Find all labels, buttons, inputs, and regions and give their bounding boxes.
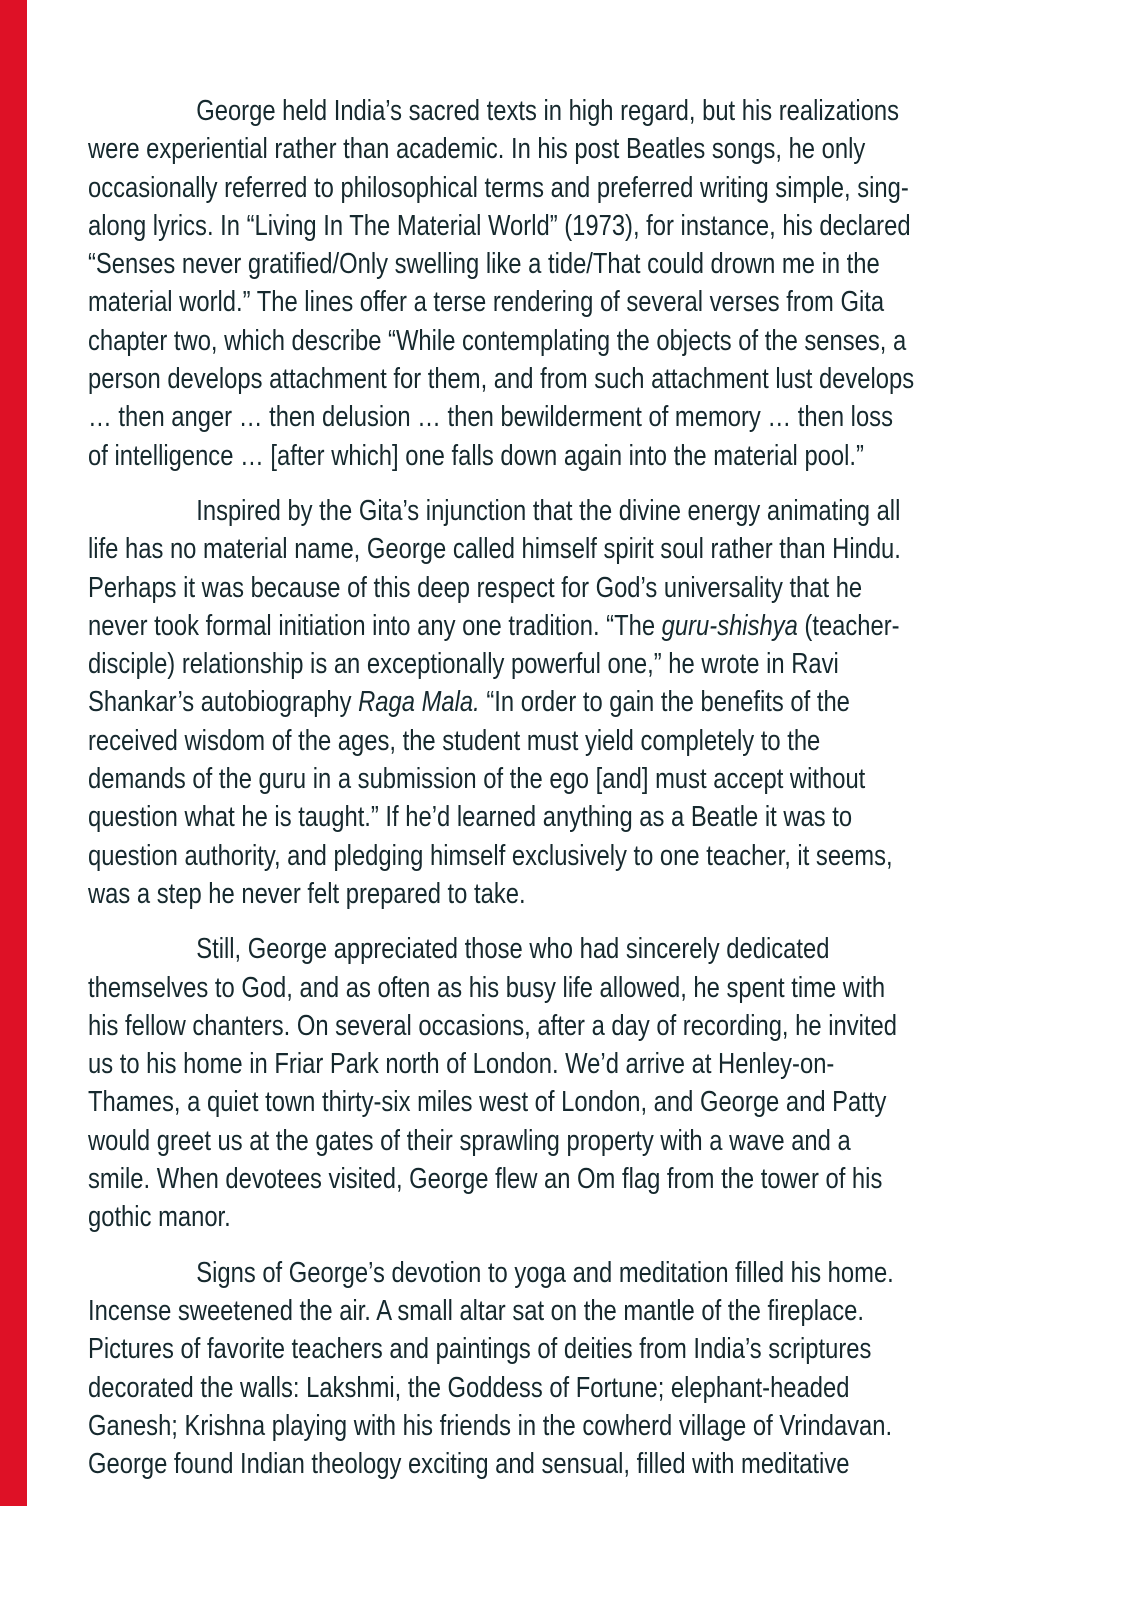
red-margin-stripe [0,0,27,1506]
paragraph: Signs of George’s devotion to yoga and meditation filled his home. Incense sweetened the air. A small altar sat on the mantle of the fireplace. Pictures of favorite teachers and paintings of deities from India’s scriptures decorated the walls: Lakshmi, the Goddess of Fortune; elephant-headed Ganesh; Krishna playing with his friends in the cowherd village of Vrindavan. George found Indian theology exciting and sensual, filled with meditative [88,1256,894,1481]
italic-text: guru-shishya [661,609,798,642]
paragraph: Inspired by the Gita’s injunction that the divine energy animating all life has no material name, George called himself spirit soul rather than Hindu. Perhaps it was because of this deep respect for God’s universality that he never took formal initiation into any one tradition. “The guru-shishya (teacher- disciple) relationship is an exceptionally powerful one,” he wrote in Ravi Shankar’s autobiography Raga Mala. “In order to gain the benefits of the received wisdom of the ages, the student must yield completely to the demands of the guru in a submission of the ego [and] must accept without question what he is taught.” If he’d learned anything as a Beatle it was to question authority, and pledging himself exclusively to one teacher, it seems, was a step he never felt prepared to take. [88,494,901,910]
paragraph: Still, George appreciated those who had sincerely dedicated themselves to God, and as often as his busy life allowed, he spent time with his fellow chanters. On several occasions, after a day of recording, he invited us to his home in Friar Park north of London. We’d arrive at Henley-on- Thames, a quiet town thirty-six miles west of London, and George and Patty would greet us at the gates of their sprawling property with a wave and a smile. When devotees visited, George flew an Om flag from the tower of his gothic manor. [88,933,897,1234]
page-text [88,92,1142,1500]
italic-text: Raga Mala. [358,686,480,719]
paragraph: George held India’s sacred texts in high regard, but his realizations were experiential rather than academic. In his post Beatles songs, he only occasionally referred to philosophical terms and preferred writing simple, sing- along lyrics. In “Living In The Material World” (1973), for instance, his declared “Senses never gratified/Only swelling like a tide/That could drown me in the material world.” The lines offer a terse rendering of several verses from Gita chapter two, which describe “While contemplating the objects of the senses, a person develops attachment for them, and from such attachment lust develops … then anger … then delusion … then bewilderment of memory … then loss of intelligence … [after which] one falls down again into the material pool.” [88,95,915,472]
